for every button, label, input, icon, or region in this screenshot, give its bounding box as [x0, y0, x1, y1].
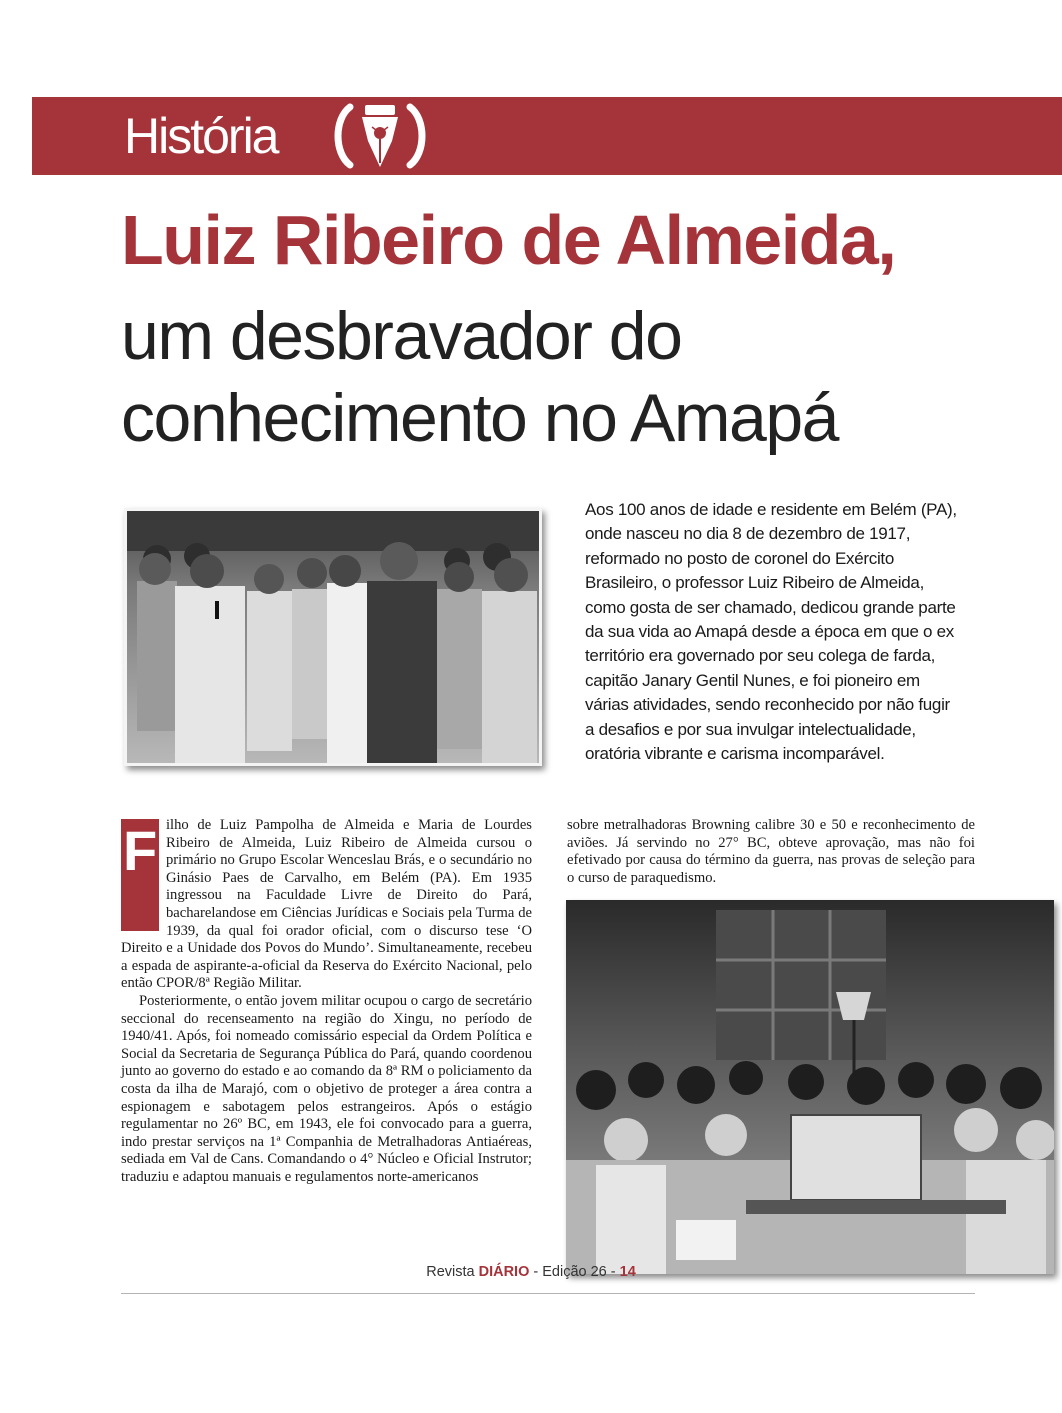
lead-line: a desafios e por sua invulgar intelectualidade,: [585, 719, 916, 739]
lead-line: Aos 100 anos de idade e residente em Belém (PA),: [585, 500, 957, 519]
body-paragraph-2: Posteriormente, o então jovem militar ocupou o cargo de secretário seccional do recenseamento na região do Xingu, no período de 1940/41. Após, foi nomeado comissário especial da Ordem Política e Social da Secretaria de Segurança Pública do Pará, quando coordenou junto ao governo do estado e ao comando da 8ª RM o policiamento da costa da ilha de Marajó, com o objetivo de proteger a área contra a espionagem e sabotagem pelos estrangeiros. Após o estágio regulamentar no 26º BC, em 1943, ele foi convocado para a guerra, indo prestar serviços na 1ª Companhia de Metralhadoras Antiaéreas, sediada em Val de Cans. Comandando o 4° Núcleo e Oficial Instrutor; traduziu e adaptou manuais e regulamentos norte-americanos: [121, 992, 532, 1185]
footer-prefix: Revista: [426, 1264, 479, 1280]
page-footer: [0, 1264, 1062, 1280]
body-paragraph-1: ilho de Luiz Pampolha de Almeida e Maria de Lourdes Ribeiro de Almeida, Luiz Ribeiro de Almeida cursou o primário no Grupo Escolar Wenceslau Brás, e o secundário no Ginásio Paes de Carvalho, em Belém (PA). Em 1935 ingressou na Faculdade Livre de Direito do Pará, bacharelandose em Ciências Jurídicas e Sociais pela Turma de 1939, da qual foi orador oficial, com o discurso tese ‘O Direito e a Unidade dos Povos do Mundo’. Simultaneamente, recebeu a espada de aspirante-a-oficial da Reserva do Exército Nacional, pelo então CPOR/8ª Região Militar.: [121, 817, 532, 992]
footer-edition: Edição 26: [542, 1264, 607, 1280]
headline-subtitle-line2: conhecimento no Amapá: [121, 380, 838, 456]
lead-line: território era governado por seu colega de farda,: [585, 646, 936, 666]
footer-rule: [121, 1293, 975, 1294]
lead-line: onde nasceu no dia 8 de dezembro de 1917,: [585, 524, 911, 544]
footer-brand: DIÁRIO: [478, 1264, 530, 1280]
photo-ceremony: [124, 508, 542, 766]
lead-line: oratória vibrante e carisma incomparável.: [585, 744, 885, 764]
section-bar: [32, 97, 1062, 175]
lead-line: Brasileiro, o professor Luiz Ribeiro de Almeida,: [585, 573, 924, 593]
lead-line: reformado no posto de coronel do Exército: [585, 548, 894, 568]
lead-paragraph: [585, 498, 985, 766]
body-column-1: [121, 817, 532, 1186]
headline-name: Luiz Ribeiro de Almeida,: [121, 201, 896, 279]
lead-line: como gosta de ser chamado, dedicou grande parte: [585, 597, 956, 617]
section-title: História: [124, 108, 278, 164]
headline-subtitle-line1: um desbravador do: [121, 298, 682, 374]
lead-line: da sua vida ao Amapá desde a época em que o ex: [585, 622, 954, 642]
fountain-pen-icon: [328, 101, 432, 171]
footer-separator: -: [529, 1264, 543, 1280]
body-paragraph-3: sobre metralhadoras Browning calibre 30 e 50 e reconhecimento de aviões. Já servindo no 27° BC, obteve aprovação, mas não foi efetivado por causa do término da guerra, nas provas de seleção para o curso de paraquedismo.: [567, 817, 975, 886]
lead-line: capitão Janary Gentil Nunes, e foi pioneiro em: [585, 670, 920, 690]
footer-page-number: 14: [619, 1264, 636, 1280]
photo-classroom: [566, 900, 1054, 1274]
dropcap: [121, 819, 159, 931]
lead-line: várias atividades, sendo reconhecido por não fugir: [585, 695, 950, 715]
body-column-2: [567, 817, 975, 887]
dropcap-letter: F: [123, 819, 158, 882]
footer-separator: -: [606, 1264, 620, 1280]
